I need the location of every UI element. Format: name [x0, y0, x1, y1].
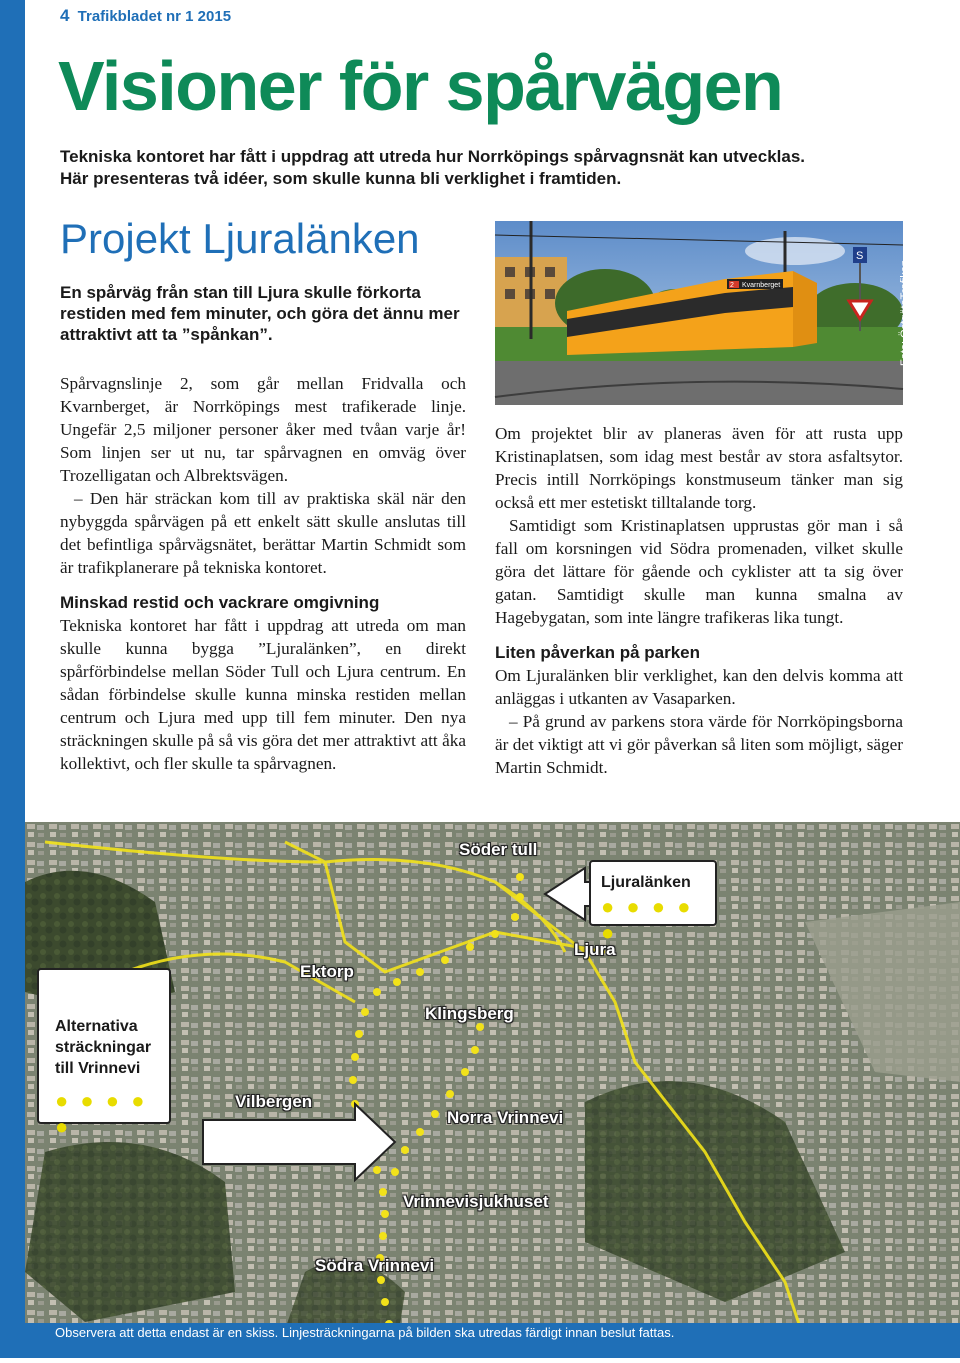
column-right	[495, 422, 903, 779]
page-title: Visioner för spårvägen	[58, 47, 783, 125]
subheading-minskad-restid: Minskad restid och vackrare omgivning	[60, 593, 380, 612]
subheading-liten-paverkan: Liten påverkan på parken	[495, 643, 701, 662]
map-label-ljura: Ljura	[574, 940, 616, 959]
map-label-sodra-vrinnevi: Södra Vrinnevi	[315, 1256, 435, 1275]
page-number: 4	[60, 6, 70, 25]
map-disclaimer: Observera att detta endast är en skiss. Linjesträckningarna på bilden ska utredas färdigt innan beslut fattas.	[55, 1325, 675, 1340]
publication-name: Trafikbladet nr 1 2015	[77, 8, 232, 25]
map-label-ektorp: Ektorp	[300, 962, 354, 981]
paragraph: – På grund av parkens stora värde för Norrköpingsborna är det viktigt att vi gör påverkan så liten som möjligt, säger Martin Schmidt.	[495, 712, 903, 777]
legend-dots-ljuralanken: ● ● ● ● ●	[601, 894, 694, 945]
paragraph: Tekniska kontoret har fått i uppdrag att utreda om man skulle kunna bygga ”Ljuralänken”, en direkt spårförbindelse mellan Söder Tull och Ljura centrum. En sådan förbindelse skulle kunna minska restiden mellan centrum och Ljura med upp till fem minuter. Den nya sträckningen skulle på så vis göra det mer attraktivt att åka kollektivt, och fler skulle ta spårvagnen.	[60, 616, 466, 773]
tram-photo	[495, 221, 911, 405]
callout-ljuralanken-label: Ljuralänken	[601, 874, 691, 891]
map-disclaimer-bar	[25, 1323, 960, 1358]
map-label-norra-vrinnevi: Norra Vrinnevi	[447, 1108, 564, 1127]
map-label-soder-tull: Söder tull	[459, 840, 538, 859]
callout-ljuralanken	[589, 860, 717, 945]
column-left	[60, 372, 466, 775]
map-label-vilbergen: Vilbergen	[235, 1092, 313, 1111]
tram-line-number: 2	[730, 282, 734, 289]
svg-text:S: S	[856, 250, 864, 262]
paragraph: Om projektet blir av planeras även för att rusta upp Kristinaplatsen, som idag mest består av stora asfaltsytor. Precis intill Norrköpings konstmuseum tänker man sig också ett mer estetiskt tilltalande torg.	[495, 424, 903, 512]
paragraph: Spårvagnslinje 2, som går mellan Fridvalla och Kvarnberget, är Norrköpings mest trafikerade linje. Ungefär 2,5 miljoner personer åker med tvåan varje år! Som linjen ser ut nu, tar spårvagnen en omväg över Trozelligatan och Albrektsvägen.	[60, 374, 466, 485]
section-intro: En spårväg från stan till Ljura skulle förkorta restiden med fem minuter, och göra det ännu mer attraktivt att ta ”spånkan”.	[60, 283, 460, 344]
photo-credit: Foto: ÖstgötaTrafiken	[899, 260, 911, 366]
legend-dots-alternatives: ● ● ● ● ●	[55, 1088, 148, 1139]
map-label-klingsberg: Klingsberg	[425, 1004, 514, 1023]
paragraph: Om Ljuralänken blir verklighet, kan den delvis komma att anläggas i utkanten av Vasaparken.	[495, 666, 903, 708]
paragraph: Samtidigt som Kristinaplatsen upprustas gör man i så fall om korsningen vid Södra promenaden, vilket skulle göra det lättare för gående och cyklister att ta sig över gatan. Samtidigt skulle man kunna smalna av Hagebygatan, som inte längre trafikeras lika tungt.	[495, 516, 903, 627]
section-title: Projekt Ljuralänken	[60, 215, 420, 262]
tram-destination: Kvarnberget	[742, 282, 781, 289]
lead-line-2: Här presenteras två idéer, som skulle kunna bli verklighet i framtiden.	[60, 169, 622, 188]
map-label-vrinnevisjukhuset: Vrinnevisjukhuset	[403, 1192, 549, 1211]
aerial-map	[25, 822, 960, 1358]
lead-line-1: Tekniska kontoret har fått i uppdrag att utreda hur Norrköpings spårvagnsnät kan utvecklas.	[60, 147, 806, 166]
callout-alternatives	[37, 968, 171, 1139]
lead-text	[60, 146, 920, 190]
page-header	[60, 6, 231, 26]
paragraph: – Den här sträckan kom till av praktiska skäl när den nybyggda spårvägen på ett enkelt sätt skulle anslutas till det befintliga spårvägsnätet, berättar Martin Schmidt som är trafikplanerare på tekniska kontoret.	[60, 489, 466, 577]
tram-illustration	[495, 221, 903, 405]
callout-alternatives-label: Alternativa sträckningar till Vrinnevi	[55, 1018, 152, 1077]
side-stripe	[0, 0, 25, 1358]
